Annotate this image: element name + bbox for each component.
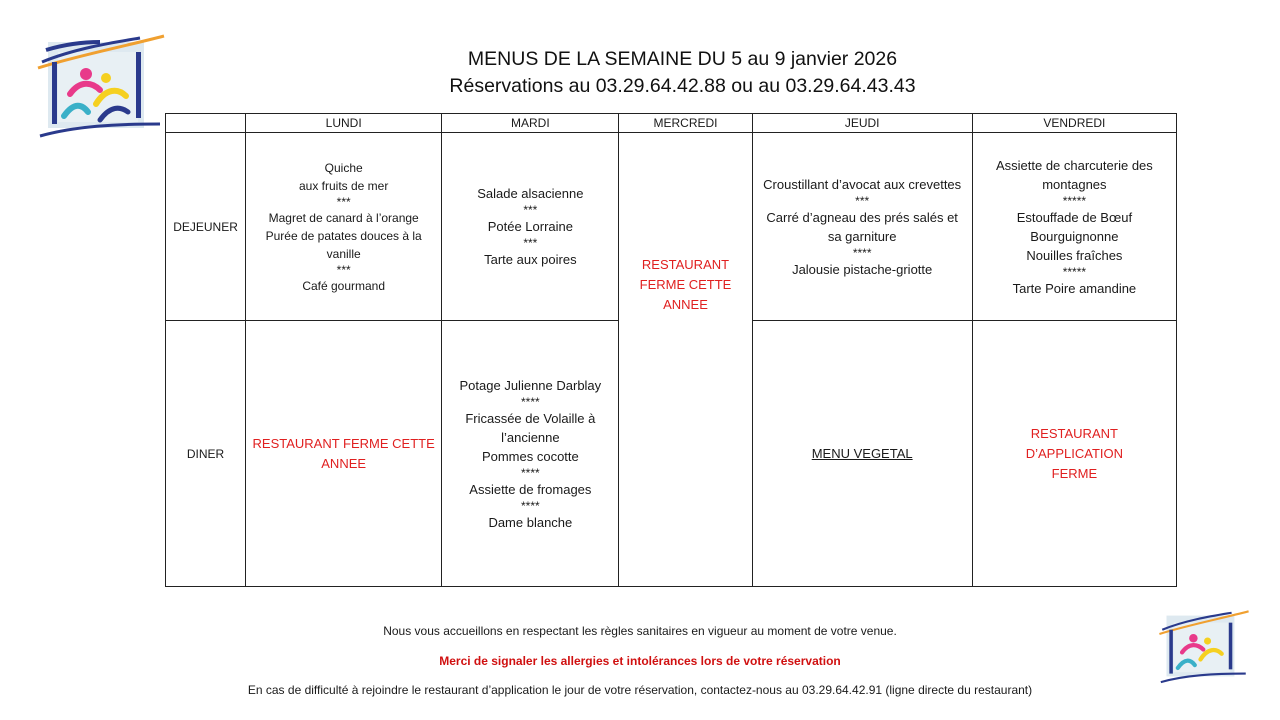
- dinner-jeudi: [752, 321, 972, 587]
- lunch-row: [166, 133, 1177, 321]
- dish: Tarte Poire amandine: [1012, 280, 1137, 296]
- separator: *****: [1062, 264, 1087, 279]
- day-header-row: [166, 114, 1177, 133]
- vegetal-menu-label: MENU VEGETAL: [811, 446, 913, 461]
- dish: Estouffade de Bœuf Bourguignonne: [1016, 209, 1133, 244]
- dish: Fricassée de Volaille à l’ancienne: [465, 410, 596, 445]
- dish: Assiette de fromages: [469, 481, 592, 497]
- row-label-dinner: DINER: [166, 321, 246, 587]
- lunch-lundi: [246, 133, 442, 321]
- dish: Tarte aux poires: [484, 252, 577, 267]
- dish: Dame blanche: [488, 514, 573, 530]
- dish: Potée Lorraine: [487, 219, 573, 234]
- reservation-phone: Réservations au 03.29.64.42.88 ou au 03.29.64.43.43: [449, 75, 916, 97]
- separator: *****: [1062, 193, 1087, 208]
- dish: Quiche: [324, 160, 363, 175]
- row-label-lunch: DEJEUNER: [166, 133, 246, 321]
- separator: ****: [521, 394, 540, 409]
- weekly-menu-table: [165, 113, 1177, 587]
- dish: Purée de patates douces à la vanille: [265, 228, 422, 261]
- lunch-jeudi: [752, 133, 972, 321]
- allergy-notice: Merci de signaler les allergies et intolérances lors de votre réservation: [439, 654, 841, 668]
- separator: ****: [521, 498, 540, 513]
- separator: ****: [852, 245, 872, 260]
- dinner-mardi: [442, 321, 619, 587]
- dish: Potage Julienne Darblay: [459, 377, 602, 393]
- page-title: MENUS DE LA SEMAINE DU 5 au 9 janvier 2026: [467, 48, 898, 70]
- dish: Salade alsacienne: [477, 186, 584, 201]
- mercredi-closed: RESTAURANT FERME CETTE ANNEE: [619, 133, 752, 587]
- day-header-lundi: LUNDI: [246, 114, 442, 133]
- dish: Croustillant d’avocat aux crevettes: [763, 176, 962, 192]
- dish: Assiette de charcuterie des montagnes: [995, 157, 1153, 192]
- dish: Nouilles fraîches: [1026, 247, 1123, 263]
- lunch-mardi: [442, 133, 619, 321]
- separator: ***: [523, 203, 538, 217]
- separator: ***: [336, 194, 351, 209]
- dish: aux fruits de mer: [298, 178, 389, 193]
- day-header-vendredi: VENDREDI: [972, 114, 1176, 133]
- separator: ***: [523, 236, 538, 250]
- lunch-vendredi: [972, 133, 1176, 321]
- separator: ***: [855, 193, 870, 208]
- day-header-mardi: MARDI: [442, 114, 619, 133]
- corner-cell: [166, 114, 246, 133]
- school-logo-icon-small: [1158, 606, 1250, 686]
- separator: ****: [521, 465, 540, 480]
- page-header: [300, 46, 1065, 100]
- day-header-mercredi: MERCREDI: [619, 114, 752, 133]
- dish: Café gourmand: [302, 278, 386, 293]
- dish: Magret de canard à l’orange: [268, 210, 419, 225]
- dish: Jalousie pistache-griotte: [792, 261, 933, 277]
- dinner-vendredi-closed: RESTAURANT D’APPLICATION FERME: [972, 321, 1176, 587]
- dinner-lundi-closed: RESTAURANT FERME CETTE ANNEE: [246, 321, 442, 587]
- day-header-jeudi: JEUDI: [752, 114, 972, 133]
- school-logo-icon: [36, 32, 166, 138]
- health-rules-notice: Nous vous accueillons en respectant les règles sanitaires en vigueur au moment de votre venue.: [383, 624, 897, 638]
- dish: Carré d’agneau des prés salés et sa garniture: [766, 209, 958, 244]
- dish: Pommes cocotte: [481, 448, 579, 464]
- separator: ***: [336, 262, 351, 277]
- contact-notice: En cas de difficulté à rejoindre le restaurant d’application le jour de votre réservation, contactez-nous au 03.29.64.42.91 (ligne directe du restaurant): [247, 683, 1033, 697]
